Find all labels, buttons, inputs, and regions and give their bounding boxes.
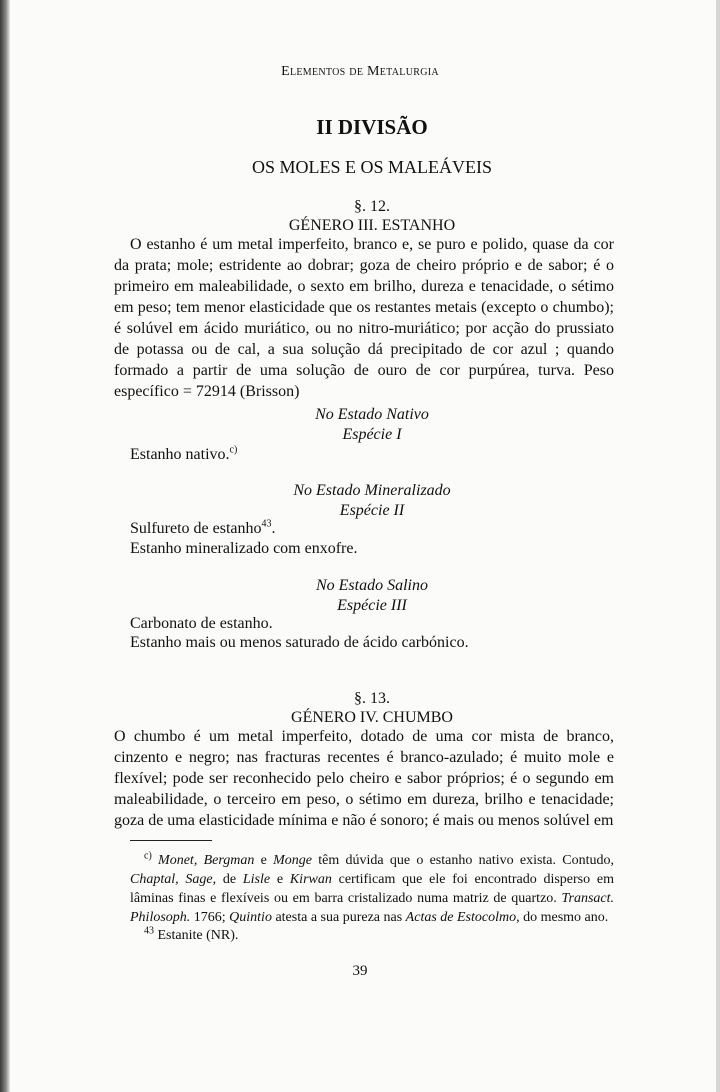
native-species: Espécie I [342, 426, 402, 443]
native-heading: No Estado Nativo [315, 406, 429, 423]
section-12-paragraph: O estanho é um metal imperfeito, branco e, se puro e polido, quase da cor da prata; mole; estridente ao dobrar; goza de cheiro próprio e de sabor; é o primeiro em maleabilidade, o sexto em brilho, dureza e tenacidade, o sétimo em peso; tem menor elasticidade que os restantes metais (excepto o chumbo); é solúvel em ácido muriático, ou no nitro-muriático; por acção do prussiato de potassa ou de cal, a sua solução dá precipitado de cor azul ; quando formado a partir de uma solução de ouro de cor purpúrea, turva. Peso específico = 72914 (Brisson) [114, 236, 614, 400]
section-12-number: §. 12. [354, 198, 390, 215]
mineral-line-2: Estanho mineralizado com enxofre. [130, 540, 358, 557]
section-12-genus: GÉNERO III. ESTANHO [288, 217, 456, 234]
saline-species: Espécie III [337, 597, 407, 614]
saline-line-2: Estanho mais ou menos saturado de ácido carbónico. [130, 634, 469, 651]
native-line: Estanho nativo.$^{c)}$ [130, 444, 238, 463]
page-right-edge [716, 0, 720, 1092]
footnote-rule [130, 840, 212, 841]
mineral-line-1: Sulfureto de estanho$^{43}$. [130, 518, 276, 537]
mineral-species: Espécie II [339, 502, 405, 519]
page-number: 39 [352, 963, 368, 979]
division-subtitle: OS MOLES E OS MALEÁVEIS [251, 157, 492, 177]
saline-heading: No Estado Salino [315, 577, 428, 594]
section-13-genus: GÉNERO IV. CHUMBO [291, 709, 453, 726]
footnote-43: $^{43}$ Estanite (NR). [144, 925, 239, 943]
section-13-paragraph: O chumbo é um metal imperfeito, dotado de uma cor mista de branco, cinzento e negro; nas fracturas recentes é branco-azulado; é muito mole e flexível; pode ser reconhecido pelo cheiro e sabor próprios; é o segundo em maleabilidade, o terceiro em peso, o sétimo em dureza, brilho e tenacidade; goza de uma elasticidade mínima e não é sonoro; é mais ou menos solúvel em [114, 728, 614, 829]
saline-line-1: Carbonato de estanho. [130, 615, 273, 632]
mineral-heading: No Estado Mineralizado [293, 482, 451, 499]
section-13-number: §. 13. [354, 690, 390, 707]
footnote-c: $^{c)}$ Monet, Bergman e Monge têm dúvida que o estanho nativo exista. Contudo, Chaptal, Sage, de Lisle e Kirwan certificam que ele foi encontrado disperso em lâminas finas e flexíveis ou em barra cristalizado numa matriz de quartzo. Transact. Philosoph. 1766; Quintio atesta a sua pureza nas Actas de Estocolmo, do mesmo ano. [130, 850, 615, 925]
running-head: Elementos de Metalurgia [281, 64, 439, 79]
division-title: II DIVISÃO [316, 115, 428, 139]
page-binding-edge [0, 0, 10, 1092]
footnote-ref-c: c) [229, 444, 238, 456]
footnote-ref-43: 43 [261, 518, 272, 530]
